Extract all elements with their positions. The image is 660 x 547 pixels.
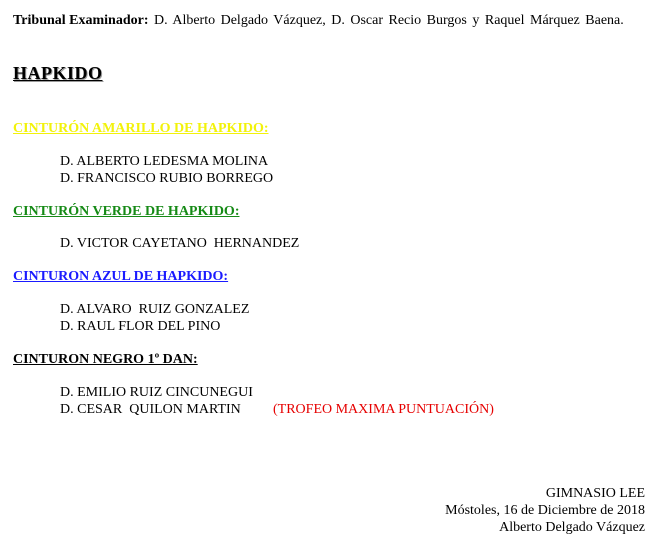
name-blue-2: D. RAUL FLOR DEL PINO [60,319,221,334]
tribunal-label: Tribunal Examinador: [13,13,149,28]
name-black-2: D. CESAR QUILON MARTIN [60,402,241,417]
heading-green-belt: CINTURÓN VERDE DE HAPKIDO: [13,204,240,219]
document-title: HAPKIDO [13,63,103,83]
name-blue-1: D. ALVARO RUIZ GONZALEZ [60,302,250,317]
name-yellow-1: D. ALBERTO LEDESMA MOLINA [60,154,269,169]
signature-place: GIMNASIO LEE [545,486,645,501]
heading-blue-belt: CINTURON AZUL DE HAPKIDO: [13,269,229,284]
heading-yellow-belt: CINTURÓN AMARILLO DE HAPKIDO: [13,121,269,136]
name-green-1: D. VICTOR CAYETANO HERNANDEZ [60,236,300,251]
name-black-1: D. EMILIO RUIZ CINCUNEGUI [60,385,253,400]
tribunal-paragraph [13,12,653,29]
signature-date: Móstoles, 16 de Diciembre de 2018 [445,503,645,518]
heading-black-belt: CINTURON NEGRO 1º DAN: [13,352,198,367]
name-yellow-2: D. FRANCISCO RUBIO BORREGO [60,171,274,186]
trophy-award-note: (TROFEO MAXIMA PUNTUACIÓN) [273,402,494,417]
signature-name: Alberto Delgado Vázquez [499,520,645,535]
tribunal-members: D. Alberto Delgado Vázquez, D. Oscar Recio Burgos y Raquel Márquez Baena. [154,13,624,28]
